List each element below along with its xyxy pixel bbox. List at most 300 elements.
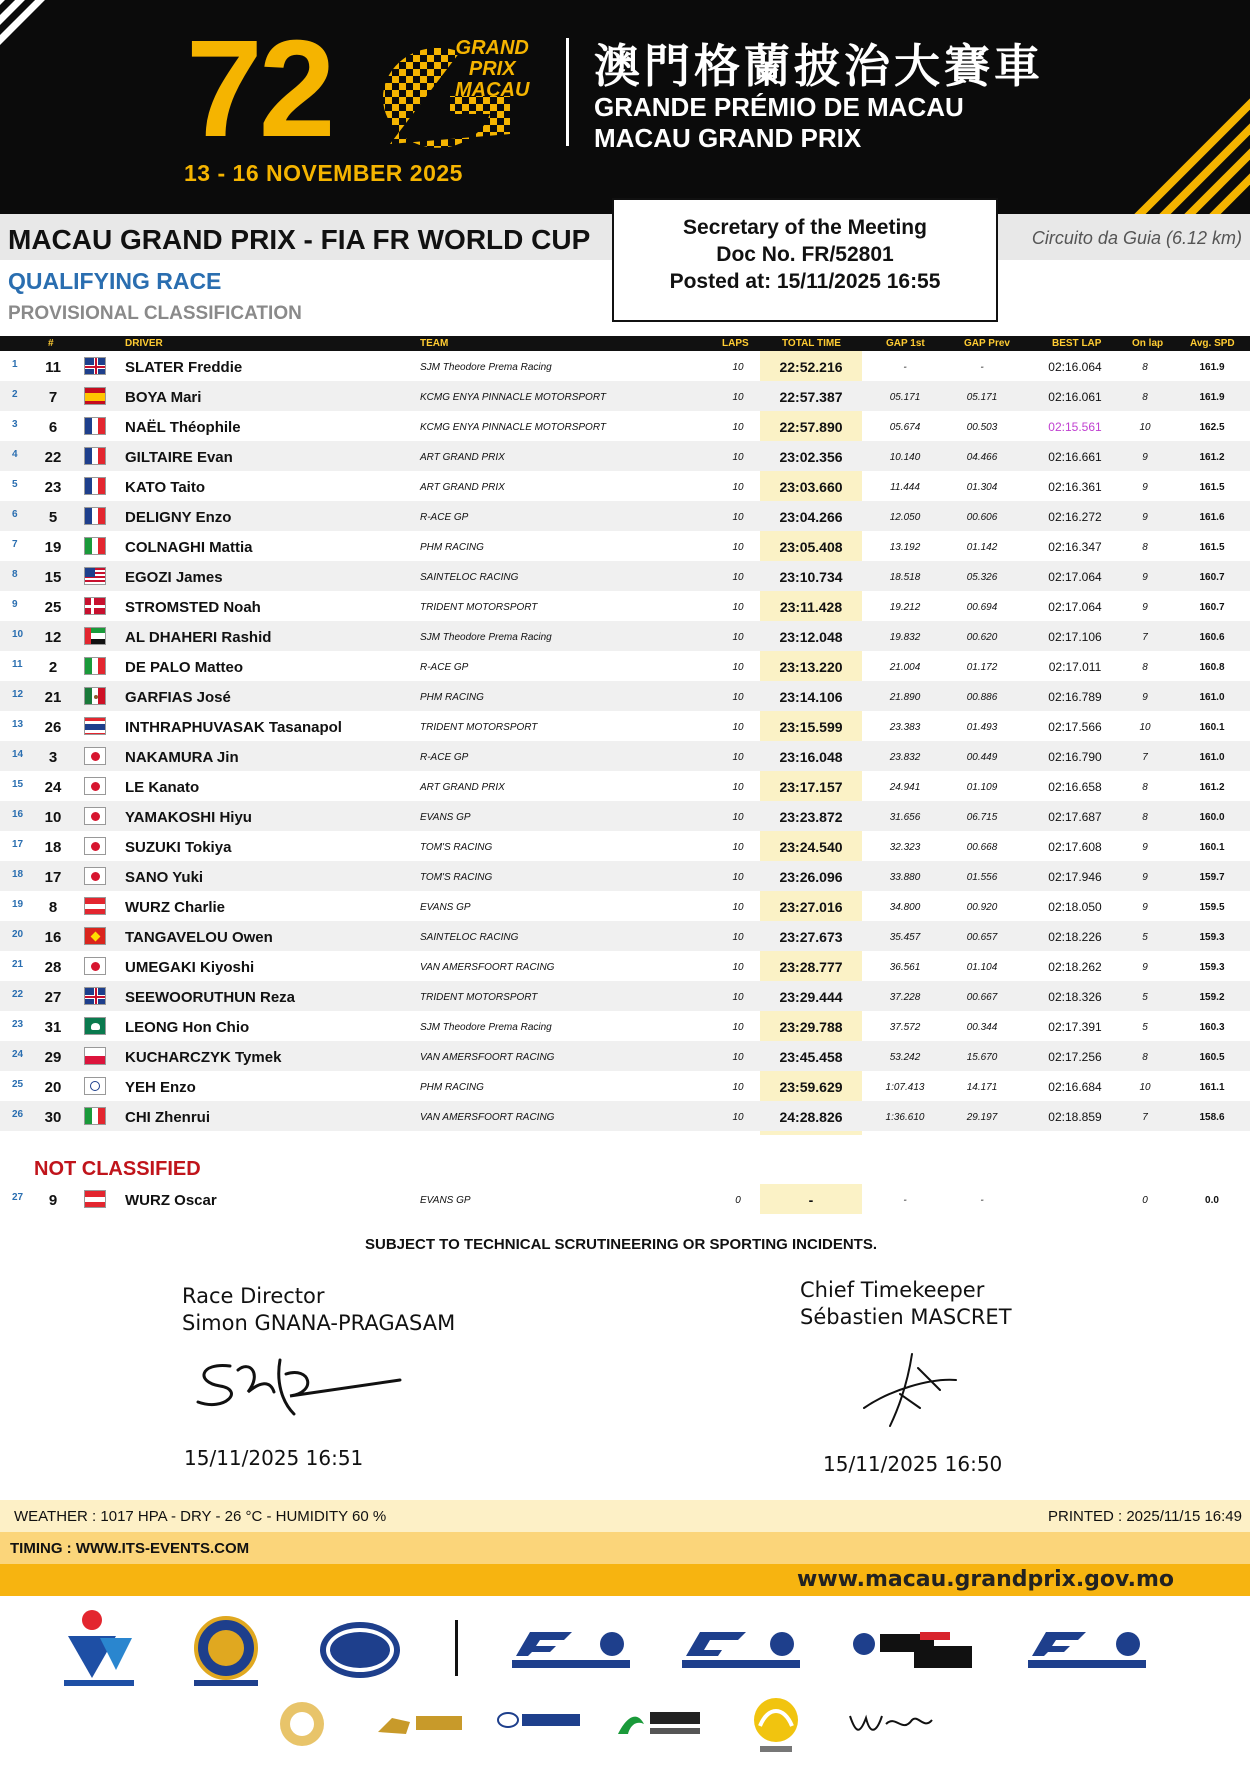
laps: 10 [732,1022,744,1033]
flag-icon [84,927,106,945]
gap-previous: 01.109 [966,782,998,793]
gap-previous: 01.104 [966,962,998,973]
car-number: 15 [44,569,62,586]
driver-name: DELIGNY Enzo [125,509,232,526]
table-row [0,501,1250,531]
best-lap: 02:16.347 [1048,540,1102,554]
gap-first: 13.192 [889,542,921,553]
session-name: QUALIFYING RACE [8,268,222,294]
position: 16 [12,809,24,820]
car-number: 22 [44,449,62,466]
best-on-lap: 10 [1139,1082,1151,1093]
flag-icon [84,807,106,825]
best-on-lap: 10 [1139,422,1151,433]
circuit-name: Circuito da Guia (6.12 km) [1031,228,1242,248]
position: 22 [12,989,24,1000]
driver-name: SANO Yuki [125,869,204,886]
position: 8 [12,569,18,580]
position: 2 [12,389,18,400]
best-lap: 02:16.272 [1048,510,1102,524]
gap-previous: 00.668 [966,842,998,853]
posted-time: Posted at: 15/11/2025 16:55 [669,270,941,293]
driver-name: GILTAIRE Evan [125,449,233,466]
position: 17 [12,839,24,850]
gap-first: - [903,1195,907,1206]
gap-previous: 00.920 [966,902,998,913]
car-number: 17 [44,869,62,886]
subject-note: SUBJECT TO TECHNICAL SCRUTINEERING OR SPORTING INCIDENTS. [365,1236,877,1253]
driver-name: LE Kanato [125,779,200,796]
best-lap: 02:17.566 [1048,720,1102,734]
driver-name: GARFIAS José [125,689,231,706]
car-number: 30 [44,1109,62,1126]
gap-first: 10.140 [889,452,921,463]
laps: 10 [732,362,744,373]
average-speed: 158.6 [1199,1112,1225,1123]
best-on-lap: 9 [1142,512,1148,523]
car-number: 23 [44,479,62,496]
flag-icon [84,717,106,735]
best-on-lap: 9 [1142,602,1148,613]
car-number: 7 [48,389,58,406]
flag-icon [84,1190,106,1208]
team-name: R-ACE GP [420,512,469,523]
team-name: TRIDENT MOTORSPORT [420,722,538,733]
table-row [0,411,1250,441]
total-time: 23:17.157 [779,779,843,795]
average-speed: 160.5 [1199,1052,1225,1063]
driver-name: TANGAVELOU Owen [125,929,273,946]
average-speed: 161.2 [1199,452,1225,463]
driver-name: STROMSTED Noah [125,599,261,616]
sjm-resorts-logo [614,1704,704,1744]
average-speed: 161.5 [1199,482,1225,493]
position: 9 [12,599,18,610]
best-on-lap: 8 [1142,392,1148,403]
chief-timekeeper-time: 15/11/2025 16:50 [823,1452,1003,1476]
table-row [0,471,1250,501]
title-chinese: 澳門格蘭披治大賽車 [594,40,1044,92]
position: 20 [12,929,24,940]
flag-icon [84,447,106,465]
best-on-lap: 8 [1142,662,1148,673]
fr-world-cup-logo [512,1628,630,1670]
team-name: VAN AMERSFOORT RACING [420,1052,555,1063]
best-on-lap: 10 [1139,722,1151,733]
printed-time: PRINTED : 2025/11/15 16:49 [1047,1508,1242,1525]
laps: 10 [732,902,744,913]
laps: 10 [732,1082,744,1093]
best-lap: 02:18.050 [1048,900,1102,914]
position: 19 [12,899,24,910]
team-name: VAN AMERSFOORT RACING [420,962,555,973]
laps: 10 [732,992,744,1003]
laps: 10 [732,482,744,493]
flag-icon [84,1017,106,1035]
position: 23 [12,1019,24,1030]
position: 21 [12,959,24,970]
flag-icon [84,1077,106,1095]
table-row [0,441,1250,471]
gap-first: 23.832 [889,752,921,763]
total-time: 23:29.788 [779,1019,843,1035]
laps: 10 [732,542,744,553]
laps: 10 [732,572,744,583]
best-on-lap: 5 [1142,932,1148,943]
stripes-decoration [0,0,90,90]
flag-icon [84,837,106,855]
driver-name: NAËL Théophile [125,419,241,436]
table-row [0,711,1250,741]
table-row [0,831,1250,861]
best-on-lap: 8 [1142,782,1148,793]
col-team: TEAM [420,338,449,349]
table-row [0,591,1250,621]
doc-number: Doc No. FR/52801 [716,243,894,266]
driver-name: COLNAGHI Mattia [125,539,253,556]
best-lap: 02:16.790 [1048,750,1102,764]
average-speed: 159.3 [1199,962,1225,973]
table-row [0,981,1250,1011]
team-name: VAN AMERSFOORT RACING [420,1112,555,1123]
secretary-label: Secretary of the Meeting [683,216,927,239]
best-on-lap: 5 [1142,1022,1148,1033]
best-lap: 02:16.658 [1048,780,1102,794]
total-time: 23:23.872 [779,809,843,825]
wynn-logo [846,1704,936,1744]
total-time: 23:13.220 [779,659,843,675]
total-time: 23:04.266 [779,509,843,525]
best-lap: 02:15.561 [1048,420,1102,434]
gap-previous: 00.667 [966,992,998,1003]
col-laps: LAPS [722,338,749,349]
gap-previous: 06.715 [966,812,998,823]
team-name: KCMG ENYA PINNACLE MOTORSPORT [420,392,606,403]
laps: 10 [732,392,744,403]
position: 1 [12,359,18,370]
best-on-lap: 7 [1142,632,1148,643]
website-url[interactable]: www.macau.grandprix.gov.mo [797,1567,1174,1592]
team-name: KCMG ENYA PINNACLE MOTORSPORT [420,422,606,433]
car-number: 11 [45,359,61,376]
team-name: EVANS GP [420,902,471,913]
team-name: SJM Theodore Prema Racing [420,362,552,373]
gap-first: 05.171 [889,392,921,403]
position: 13 [12,719,24,730]
laps: 10 [732,872,744,883]
laps: 10 [732,1112,744,1123]
gap-first: 21.004 [889,662,921,673]
laps: 10 [732,752,744,763]
table-row [0,351,1250,381]
driver-name: SEEWOORUTHUN Reza [125,989,296,1006]
gap-first: 1:36.610 [885,1112,925,1123]
table-row [0,1101,1250,1131]
average-speed: 161.9 [1199,362,1225,373]
best-on-lap: 9 [1142,872,1148,883]
average-speed: 161.5 [1199,542,1225,553]
flag-icon [84,777,106,795]
best-lap: 02:16.061 [1048,390,1102,404]
total-time: 23:27.016 [779,899,843,915]
gap-first: 1:07.413 [885,1082,925,1093]
table-row [0,951,1250,981]
average-speed: 160.6 [1199,632,1225,643]
aamc-logo [188,1616,264,1688]
gap-first: 33.880 [889,872,921,883]
team-name: ART GRAND PRIX [420,482,505,493]
table-row [0,801,1250,831]
race-director-time: 15/11/2025 16:51 [184,1446,364,1470]
race-director-signature [190,1352,410,1424]
total-time: 23:16.048 [779,749,843,765]
driver-name: SUZUKI Tokiya [125,839,232,856]
driver-name: INTHRAPHUVASAK Tasanapol [125,719,342,736]
team-name: ART GRAND PRIX [420,782,505,793]
best-on-lap: 8 [1142,1052,1148,1063]
laps: 10 [732,812,744,823]
table-row [0,1041,1250,1071]
table-row [0,381,1250,411]
event-title: MACAU GRAND PRIX - FIA FR WORLD CUP [8,224,591,255]
gap-previous: - [980,362,984,373]
total-time: 23:12.048 [779,629,843,645]
col-onlap: On lap [1132,338,1164,349]
gap-previous: 05.171 [966,392,998,403]
col-num: # [48,338,54,349]
gap-previous: 04.466 [966,452,998,463]
gap-first: 23.383 [889,722,921,733]
laps: 10 [732,632,744,643]
gap-first: 19.212 [889,602,921,613]
average-speed: 160.1 [1199,842,1225,853]
car-number: 3 [48,749,58,766]
average-speed: 161.0 [1199,752,1225,763]
average-speed: 161.2 [1199,782,1225,793]
driver-name: YAMAKOSHI Hiyu [125,809,252,826]
best-lap: 02:16.661 [1048,450,1102,464]
best-lap: 02:17.011 [1048,660,1102,674]
average-speed: 159.3 [1199,932,1225,943]
total-time: 23:59.629 [779,1079,843,1095]
disporto-logo [60,1608,140,1688]
team-name: PHM RACING [420,542,484,553]
driver-name: DE PALO Matteo [125,659,244,676]
car-number: 25 [44,599,62,616]
flag-icon [84,747,106,765]
col-gapprev: GAP Prev [964,338,1010,349]
team-name: TOM'S RACING [420,842,493,853]
flag-icon [84,627,106,645]
team-name: TRIDENT MOTORSPORT [420,602,538,613]
average-speed: 160.8 [1199,662,1225,673]
position: 3 [12,419,18,430]
event-dates: 13 - 16 NOVEMBER 2025 [184,160,463,186]
best-lap: 02:17.946 [1048,870,1102,884]
best-lap: 02:17.608 [1048,840,1102,854]
car-number: 27 [44,989,62,1006]
total-time: 23:15.599 [779,719,843,735]
table-row [0,1011,1250,1041]
total-time: 23:05.408 [779,539,843,555]
laps: 10 [732,962,744,973]
best-on-lap: 9 [1142,902,1148,913]
position: 27 [12,1192,24,1203]
melco-logo [494,1704,584,1744]
best-lap: 02:17.687 [1048,810,1102,824]
team-name: SJM Theodore Prema Racing [420,1022,552,1033]
mgm-logo [376,1708,466,1742]
driver-name: BOYA Mari [125,389,202,406]
team-name: EVANS GP [420,812,471,823]
gap-previous: 01.556 [966,872,998,883]
total-time: - [808,1192,814,1208]
laps: 10 [732,422,744,433]
gap-previous: - [980,1195,984,1206]
flag-icon [84,477,106,495]
table-row [0,681,1250,711]
flag-icon [84,507,106,525]
chief-timekeeper-name: Sébastien MASCRET [800,1305,1012,1329]
gap-first: 35.457 [889,932,921,943]
best-on-lap: 9 [1142,962,1148,973]
team-name: PHM RACING [420,1082,484,1093]
chief-timekeeper-role: Chief Timekeeper [800,1278,985,1302]
laps: 10 [732,452,744,463]
flag-icon [84,897,106,915]
gap-first: 36.561 [889,962,921,973]
table-row [0,621,1250,651]
flag-icon [84,1047,106,1065]
gap-previous: 00.620 [966,632,998,643]
driver-name: LEONG Hon Chio [125,1019,250,1036]
position: 26 [12,1109,24,1120]
total-time: 23:14.106 [779,689,843,705]
driver-name: CHI Zhenrui [125,1109,210,1126]
average-speed: 0.0 [1205,1195,1219,1206]
position: 4 [12,449,18,460]
galaxy-geg-logo [748,1696,804,1756]
col-total: TOTAL TIME [782,338,841,349]
total-time: 23:11.428 [779,599,843,615]
car-number: 24 [44,779,62,796]
gap-first: 19.832 [889,632,921,643]
gap-first: 11.444 [890,482,920,493]
total-time: 23:27.673 [779,929,843,945]
secretary-box [612,198,998,322]
laps: 10 [732,662,744,673]
average-speed: 160.7 [1199,572,1225,583]
title-portuguese: GRANDE PRÉMIO DE MACAU [594,92,964,122]
laps: 10 [732,692,744,703]
total-time: 23:29.444 [779,989,843,1005]
car-number: 5 [48,509,58,526]
team-name: TOM'S RACING [420,872,493,883]
average-speed: 160.3 [1199,1022,1225,1033]
sands-china-logo [270,1696,334,1754]
average-speed: 160.0 [1199,812,1225,823]
driver-name: EGOZI James [125,569,223,586]
car-number: 12 [44,629,62,646]
position: 10 [12,629,24,640]
col-spd: Avg. SPD [1190,338,1235,349]
team-name: PHM RACING [420,692,484,703]
car-number: 21 [44,689,62,706]
gap-first: 18.518 [889,572,921,583]
average-speed: 159.7 [1199,872,1225,883]
position: 18 [12,869,24,880]
edition-number: 72 [186,12,332,166]
flag-icon [84,357,106,375]
total-time: 23:24.540 [779,839,843,855]
position: 14 [12,749,24,760]
race-director-role: Race Director [182,1284,325,1308]
classification-status: PROVISIONAL CLASSIFICATION [8,303,302,324]
best-on-lap: 9 [1142,572,1148,583]
flag-icon [84,387,106,405]
average-speed: 160.7 [1199,602,1225,613]
best-lap: 02:16.064 [1048,360,1102,374]
logo-divider [455,1620,458,1676]
team-name: SJM Theodore Prema Racing [420,632,552,643]
position: 11 [12,659,23,670]
gap-previous: 00.503 [966,422,998,433]
best-on-lap: 8 [1142,812,1148,823]
divider [566,38,569,146]
table-row [0,651,1250,681]
car-number: 29 [44,1049,62,1066]
gap-previous: 14.171 [966,1082,998,1093]
driver-name: KUCHARCZYK Tymek [125,1049,282,1066]
flag-icon [84,687,106,705]
flag-icon [84,657,106,675]
gap-previous: 00.344 [966,1022,998,1033]
flag-icon [84,867,106,885]
best-on-lap: 5 [1142,992,1148,1003]
table-row [0,771,1250,801]
gt-world-cup-logo [682,1628,800,1670]
car-number: 19 [44,539,62,556]
position: 15 [12,779,24,790]
flag-icon [84,567,106,585]
best-lap: 02:17.256 [1048,1050,1102,1064]
header-banner [0,0,1250,214]
car-number: 6 [48,419,58,436]
average-speed: 162.5 [1199,422,1225,433]
best-lap: 02:18.226 [1048,930,1102,944]
team-name: R-ACE GP [420,662,469,673]
table-row [0,861,1250,891]
total-time: 23:03.660 [779,479,843,495]
average-speed: 161.1 [1199,1082,1225,1093]
average-speed: 161.9 [1199,392,1225,403]
table-row [0,561,1250,591]
team-name: TRIDENT MOTORSPORT [420,992,538,1003]
car-number: 31 [44,1019,62,1036]
best-on-lap: 8 [1142,362,1148,373]
gap-first: 37.572 [889,1022,921,1033]
gap-first: 53.242 [889,1052,921,1063]
best-on-lap: 9 [1142,692,1148,703]
driver-name: NAKAMURA Jin [125,749,239,766]
average-speed: 161.6 [1199,512,1225,523]
gap-first: - [903,362,907,373]
laps: 10 [732,512,744,523]
gap-previous: 01.172 [966,662,998,673]
f4-world-cup-logo [1028,1628,1146,1670]
table-row [0,531,1250,561]
best-on-lap: 0 [1142,1195,1148,1206]
